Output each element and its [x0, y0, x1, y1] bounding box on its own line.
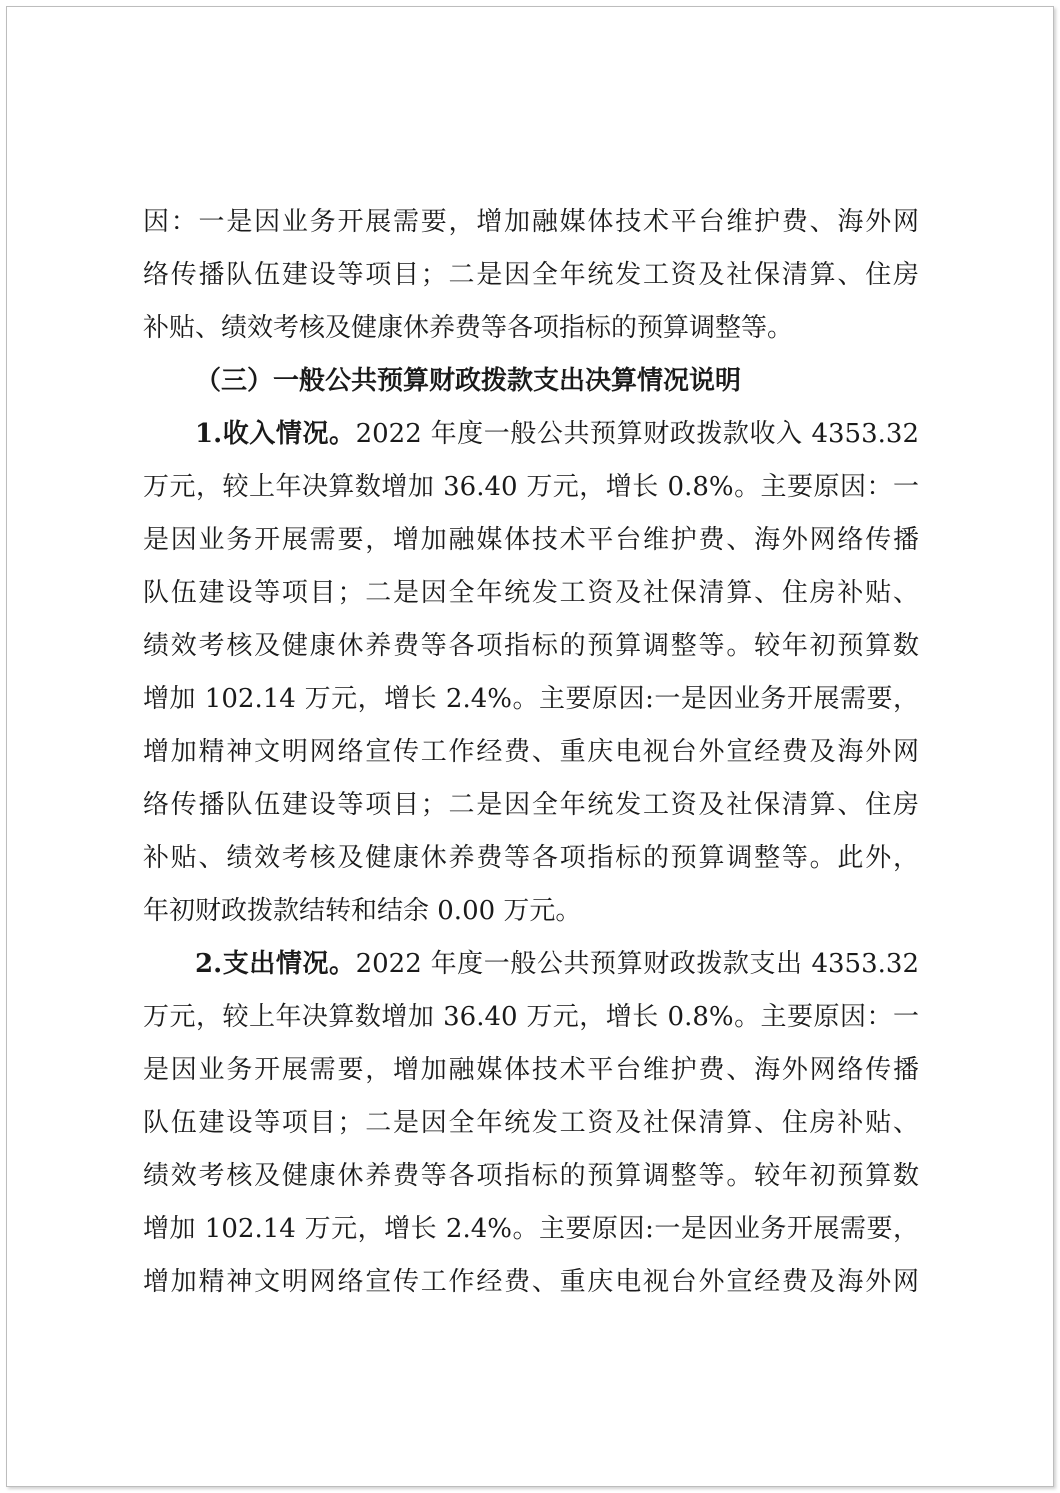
expense-lead-text: 2022 年度一般公共预算财政拨款支出 4353.32 [355, 949, 919, 979]
section-heading: （三）一般公共预算财政拨款支出决算情况说明 [195, 366, 742, 396]
text-line: 因：一是因业务开展需要，增加融媒体技术平台维护费、海外网 [143, 207, 919, 237]
text-line: 万元，较上年决算数增加 36.40 万元，增长 0.8%。主要原因：一 [143, 472, 919, 502]
text-line: 络传播队伍建设等项目；二是因全年统发工资及社保清算、住房 [143, 260, 919, 290]
text-line: 络传播队伍建设等项目；二是因全年统发工资及社保清算、住房 [143, 790, 919, 820]
text-line: 年初财政拨款结转和结余 0.00 万元。 [143, 896, 582, 926]
text-line: 是因业务开展需要，增加融媒体技术平台维护费、海外网络传播 [143, 525, 919, 555]
expense-label: 2.支出情况。 [195, 949, 356, 979]
text-line: 补贴、绩效考核及健康休养费等各项指标的预算调整等。 [143, 313, 794, 343]
text-line: 队伍建设等项目；二是因全年统发工资及社保清算、住房补贴、 [143, 1108, 919, 1138]
text-line: 是因业务开展需要，增加融媒体技术平台维护费、海外网络传播 [143, 1055, 919, 1085]
text-line: 增加 102.14 万元，增长 2.4%。主要原因:一是因业务开展需要， [143, 684, 919, 714]
income-lead-text: 2022 年度一般公共预算财政拨款收入 4353.32 [355, 419, 919, 449]
text-line: 增加精神文明网络宣传工作经费、重庆电视台外宣经费及海外网 [143, 1267, 919, 1297]
text-line: 队伍建设等项目；二是因全年统发工资及社保清算、住房补贴、 [143, 578, 919, 608]
text-line: 绩效考核及健康休养费等各项指标的预算调整等。较年初预算数 [143, 631, 919, 661]
text-line: 增加精神文明网络宣传工作经费、重庆电视台外宣经费及海外网 [143, 737, 919, 767]
text-line: 补贴、绩效考核及健康休养费等各项指标的预算调整等。此外， [143, 843, 919, 873]
paragraph-lead-income [195, 408, 919, 461]
paragraph-lead-expense [195, 938, 919, 991]
text-line: 绩效考核及健康休养费等各项指标的预算调整等。较年初预算数 [143, 1161, 919, 1191]
text-line: 万元，较上年决算数增加 36.40 万元，增长 0.8%。主要原因：一 [143, 1002, 919, 1032]
income-label: 1.收入情况。 [195, 419, 356, 449]
text-line: 增加 102.14 万元，增长 2.4%。主要原因:一是因业务开展需要， [143, 1214, 919, 1244]
